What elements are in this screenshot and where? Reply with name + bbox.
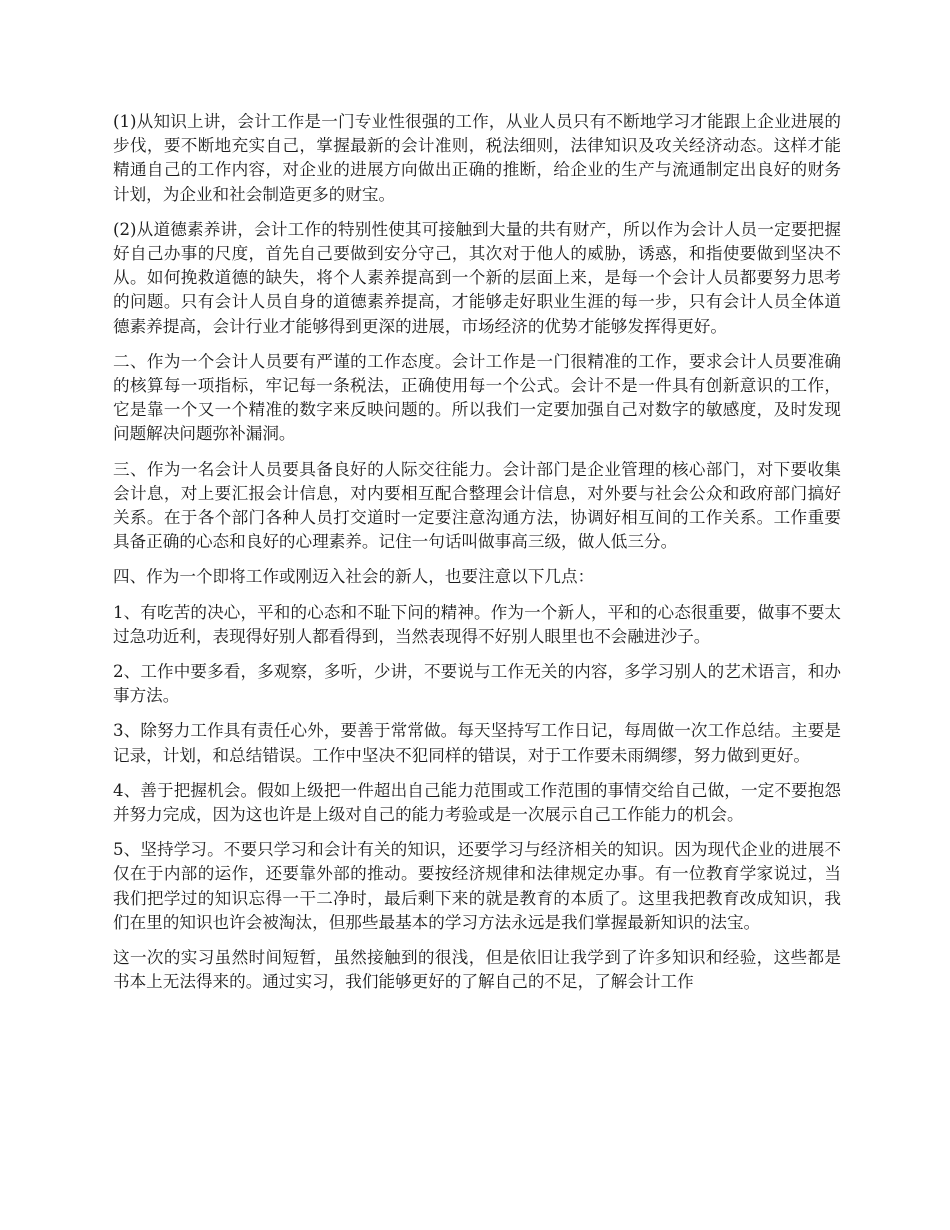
paragraph-conclusion: 这一次的实习虽然时间短暂，虽然接触到的很浅，但是依旧让我学到了许多知识和经验，这些都是书本上无法得来的。通过实习，我们能够更好的了解自己的不足，了解会计工作	[113, 948, 841, 992]
paragraph-point-1: 1、有吃苦的决心，平和的心态和不耻下问的精神。作为一个新人，平和的心态很重要，做事不要太过急功近利，表现得好别人都看得到，当然表现得不好别人眼里也不会融进沙子。	[113, 602, 841, 646]
paragraph-knowledge: (1)从知识上讲，会计工作是一门专业性很强的工作，从业人员只有不断地学习才能跟上企业进展的步伐，要不断地充实自己，掌握最新的会计准则，税法细则，法律知识及攻关经济动态。这样才能精通自己的工作内容，对企业的进展方向做出正确的推断，给企业的生产与流通制定出良好的财务计划，为企业和社会制造更多的财宝。	[113, 112, 841, 204]
paragraph-newcomer-intro: 四、作为一个即将工作或刚迈入社会的新人，也要注意以下几点：	[113, 567, 595, 587]
paragraph-point-2: 2、工作中要多看，多观察，多听，少讲，不要说与工作无关的内容，多学习别人的艺术语言，和办事方法。	[113, 662, 841, 706]
document-body	[113, 110, 841, 1006]
paragraph-attitude: 二、作为一个会计人员要有严谨的工作态度。会计工作是一门很精准的工作，要求会计人员要准确的核算每一项指标，牢记每一条税法，正确使用每一个公式。会计不是一件具有创新意识的工作，它是靠一个又一个精准的数字来反映问题的。所以我们一定要加强自己对数字的敏感度，及时发现问题解决问题弥补漏洞。	[113, 351, 841, 444]
paragraph-ethics: (2)从道德素养讲，会计工作的特别性使其可接触到大量的共有财产，所以作为会计人员一定要把握好自己办事的尺度，首先自己要做到安分守己，其次对于他人的威胁，诱惑，和指使要做到坚决不从。如何挽救道德的缺失，将个人素养提高到一个新的层面上来，是每一个会计人员都要努力思考的问题。只有会计人员自身的道德素养提高，才能够走好职业生涯的每一步，只有会计人员全体道德素养提高，会计行业才能够得到更深的进展，市场经济的优势才能够发挥得更好。	[113, 219, 841, 336]
paragraph-interpersonal: 三、作为一名会计人员要具备良好的人际交往能力。会计部门是企业管理的核心部门，对下要收集会计息，对上要汇报会计信息，对内要相互配合整理会计信息，对外要与社会公众和政府部门搞好关系。在于各个部门各种人员打交道时一定要注意沟通方法，协调好相互间的工作关系。工作重要具备正确的心态和良好的心理素养。记住一句话叫做事高三级，做人低三分。	[113, 459, 841, 552]
paragraph-point-5: 5、坚持学习。不要只学习和会计有关的知识，还要学习与经济相关的知识。因为现代企业的进展不仅在于内部的运作，还要靠外部的推动。要按经济规律和法律规定办事。有一位教育学家说过，当我们把学过的知识忘得一干二净时，最后剩下来的就是教育的本质了。这里我把教育改成知识，我们在里的知识也许会被淘汰，但那些最基本的学习方法永远是我们掌握最新知识的法宝。	[113, 840, 841, 932]
paragraph-point-4: 4、善于把握机会。假如上级把一件超出自己能力范围或工作范围的事情交给自己做，一定不要抱怨并努力完成，因为这也许是上级对自己的能力考验或是一次展示自己工作能力的机会。	[113, 780, 841, 825]
paragraph-point-3: 3、除努力工作具有责任心外，要善于常常做。每天坚持写工作日记，每周做一次工作总结。主要是记录，计划，和总结错误。工作中坚决不犯同样的错误，对于工作要未雨绸缪，努力做到更好。	[113, 721, 841, 765]
